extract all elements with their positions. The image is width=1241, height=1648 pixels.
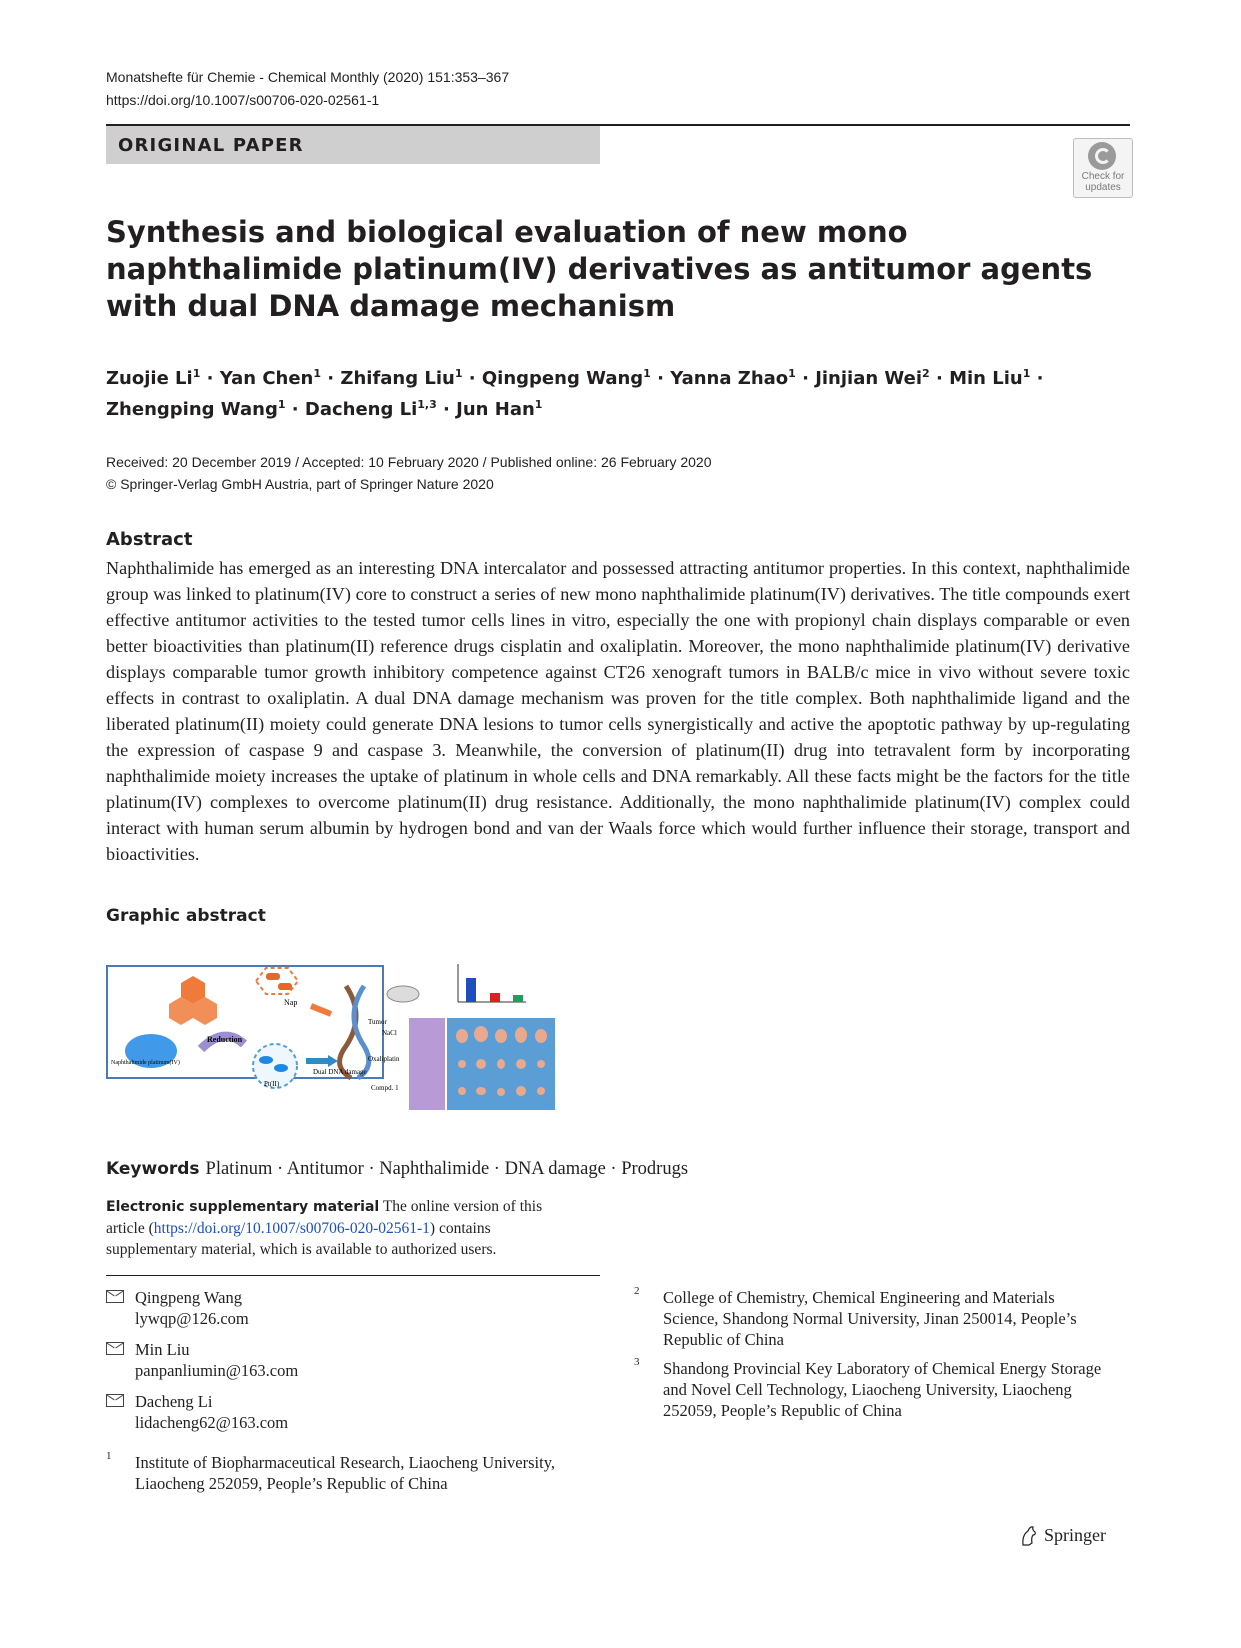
correspondence-1 — [106, 1287, 249, 1329]
author-name[interactable]: Qingpeng Wang — [481, 368, 644, 389]
affiliation-text: College of Chemistry, Chemical Engineering and Materials Science, Shandong Normal University, Jinan 250014, People’s Republic of China — [663, 1288, 1077, 1349]
author-separator: · — [436, 399, 457, 420]
author-affiliation-mark: 1 — [534, 398, 543, 411]
affiliation-text: Shandong Provincial Key Laboratory of Chemical Energy Storage and Novel Cell Technology, Liaocheng University, Liaocheng 252059, People’s Republic of China — [663, 1359, 1102, 1420]
author-separator: · — [321, 368, 341, 389]
affiliation-text: Institute of Biopharmaceutical Research, Liaocheng University, Liaocheng 252059, People’s Republic of China — [135, 1453, 555, 1493]
author-affiliation-mark: 1 — [277, 398, 286, 411]
publisher-name: Springer — [1044, 1525, 1106, 1545]
affiliation-1 — [106, 1452, 566, 1494]
author-list — [106, 361, 1136, 423]
springer-horse-icon — [1020, 1525, 1038, 1547]
check-updates-icon — [1088, 142, 1116, 170]
nacl-label: NaCl — [382, 1029, 397, 1037]
author-affiliation-mark: 1 — [788, 367, 796, 380]
author-name[interactable]: Zhengping Wang — [106, 399, 278, 420]
footnote-rule — [106, 1275, 600, 1276]
article-title: Synthesis and biological evaluation of new mono naphthalimide platinum(IV) derivatives as antitumor agents with dual DNA damage mechanism — [106, 215, 1093, 323]
graphic-abstract-svg — [106, 956, 576, 1110]
keywords-label: Keywords — [106, 1159, 200, 1179]
author-separator: · — [929, 368, 950, 389]
bar-chart-inset — [458, 964, 526, 1002]
compd-label: Compd. 1 — [371, 1084, 399, 1092]
author-separator: · — [1030, 368, 1044, 389]
publisher-mark — [1044, 1525, 1106, 1546]
nap-label: Nap — [284, 998, 298, 1007]
doi-link[interactable]: https://doi.org/10.1007/s00706-020-02561-1 — [106, 92, 380, 108]
author-affiliation-mark: 2 — [922, 367, 930, 380]
supplementary-note — [106, 1196, 546, 1260]
complex-label: Naphthalimide platinum(IV) — [111, 1060, 180, 1066]
abstract-body: Naphthalimide has emerged as an interesting DNA intercalator and possessed attracting antitumor properties. In this context, naphthalimide group was linked to platinum(IV) core to construct a series of new mono naphthalimide platinum(IV) derivatives. The title compounds exert effective antitumor activities to the tested tumor cells lines in vitro, especially the one with propionyl chain displays comparable or even better bioactivities than platinum(II) reference drugs cisplatin and oxaliplatin. Moreover, the mono naphthalimide platinum(IV) derivative displays comparable tumor growth inhibitory competence against CT26 xenograft tumors in BALB/c mice in vivo without severe toxic effects in contrast to oxaliplatin. A dual DNA damage mechanism was proven for the title complex. Both naphthalimide ligand and the liberated platinum(II) moiety could generate DNA lesions to tumor cells synergistically and active the apoptotic pathway by up-regulating the expression of caspase 9 and caspase 3. Meanwhile, the conversion of platinum(II) drug into tetravalent form by incorporating naphthalimide moiety increases the uptake of platinum in whole cells and DNA remarkably. All these facts might be the factors for the title platinum(IV) complexes to overcome platinum(II) drug resistance. Additionally, the mono naphthalimide platinum(IV) complex could interact with human serum albumin by hydrogen bond and van der Waals force which would further influence their storage, transport and bioactivities. — [106, 558, 1130, 864]
keywords-list: Platinum · Antitumor · Naphthalimide · DNA damage · Prodrugs — [205, 1159, 689, 1179]
graphic-abstract-heading: Graphic abstract — [106, 906, 266, 926]
affiliation-number: 1 — [106, 1450, 112, 1462]
corr-name: Min Liu — [135, 1340, 190, 1359]
journal-header — [106, 66, 509, 112]
reduction-label: Reduction — [207, 1035, 243, 1044]
article-type-banner — [106, 126, 600, 164]
author-separator: · — [285, 399, 305, 420]
envelope-icon — [106, 1394, 124, 1407]
esm-label: Electronic supplementary material — [106, 1199, 380, 1215]
oxaliplatin-label: Oxaliplatin — [368, 1055, 400, 1063]
author-separator: · — [462, 368, 482, 389]
correspondence-3 — [106, 1391, 288, 1433]
corr-name: Qingpeng Wang — [135, 1288, 242, 1307]
histology-panel — [409, 1018, 445, 1110]
correspondence-2 — [106, 1339, 298, 1381]
esm-text-before: The online version of this article ( — [106, 1198, 543, 1237]
affiliation-number: 2 — [634, 1285, 640, 1297]
ptii-label: Pt(II) — [264, 1080, 280, 1088]
author-affiliation-mark: 1 — [643, 367, 651, 380]
journal-citation: Monatshefte für Chemie - Chemical Monthly (2020) 151:353–367 — [106, 69, 510, 85]
author-name[interactable]: Dacheng Li — [304, 399, 418, 420]
envelope-icon — [106, 1342, 124, 1355]
author-name[interactable]: Jun Han — [456, 399, 535, 420]
author-affiliation-mark: 1 — [313, 367, 322, 380]
author-separator: · — [795, 368, 816, 389]
dual-damage-label: Dual DNA damage — [313, 1068, 367, 1076]
bar-compd1 — [513, 995, 523, 1002]
keywords — [106, 1157, 688, 1180]
tumor-label: Tumor — [368, 1018, 387, 1026]
author-affiliation-mark: 1 — [192, 367, 201, 380]
corr-name: Dacheng Li — [135, 1392, 213, 1411]
affiliation-2 — [634, 1287, 1104, 1350]
author-affiliation-mark: 1 — [1022, 367, 1031, 380]
mouse-icon — [387, 986, 419, 1002]
author-separator: · — [650, 368, 671, 389]
bar-nacl — [466, 978, 476, 1002]
affiliation-number: 3 — [634, 1356, 640, 1368]
author-affiliation-mark: 1 — [454, 367, 463, 380]
corr-email[interactable]: lidacheng62@163.com — [135, 1413, 289, 1432]
check-updates-label: Check for updates — [1081, 171, 1125, 193]
author-name[interactable]: Jinjian Wei — [815, 368, 923, 389]
author-name[interactable]: Yan Chen — [219, 368, 314, 389]
graphic-abstract-figure — [106, 956, 576, 1110]
author-name[interactable]: Yanna Zhao — [670, 368, 789, 389]
corr-email[interactable]: lywqp@126.com — [135, 1309, 249, 1328]
bar-oxaliplatin — [490, 993, 500, 1002]
article-type-label: ORIGINAL PAPER — [118, 135, 304, 156]
author-name[interactable]: Min Liu — [949, 368, 1023, 389]
affiliation-3 — [634, 1358, 1104, 1421]
check-for-updates-badge[interactable] — [1073, 138, 1133, 198]
esm-link[interactable]: https://doi.org/10.1007/s00706-020-02561-1 — [153, 1220, 430, 1237]
envelope-icon — [106, 1290, 124, 1303]
author-separator: · — [200, 368, 220, 389]
corr-email[interactable]: panpanliumin@163.com — [135, 1361, 299, 1380]
author-affiliation-mark: 1,3 — [417, 398, 437, 411]
publication-dates — [106, 451, 712, 495]
dates-line: Received: 20 December 2019 / Accepted: 10 February 2020 / Published online: 26 February 2020 — [106, 454, 712, 470]
author-name[interactable]: Zuojie Li — [106, 368, 193, 389]
copyright-line: © Springer-Verlag GmbH Austria, part of Springer Nature 2020 — [106, 476, 494, 492]
author-name[interactable]: Zhifang Liu — [340, 368, 455, 389]
abstract-heading: Abstract — [106, 529, 193, 550]
esm-text-after: ) contains supplementary material, which is available to authorized users. — [106, 1220, 497, 1258]
